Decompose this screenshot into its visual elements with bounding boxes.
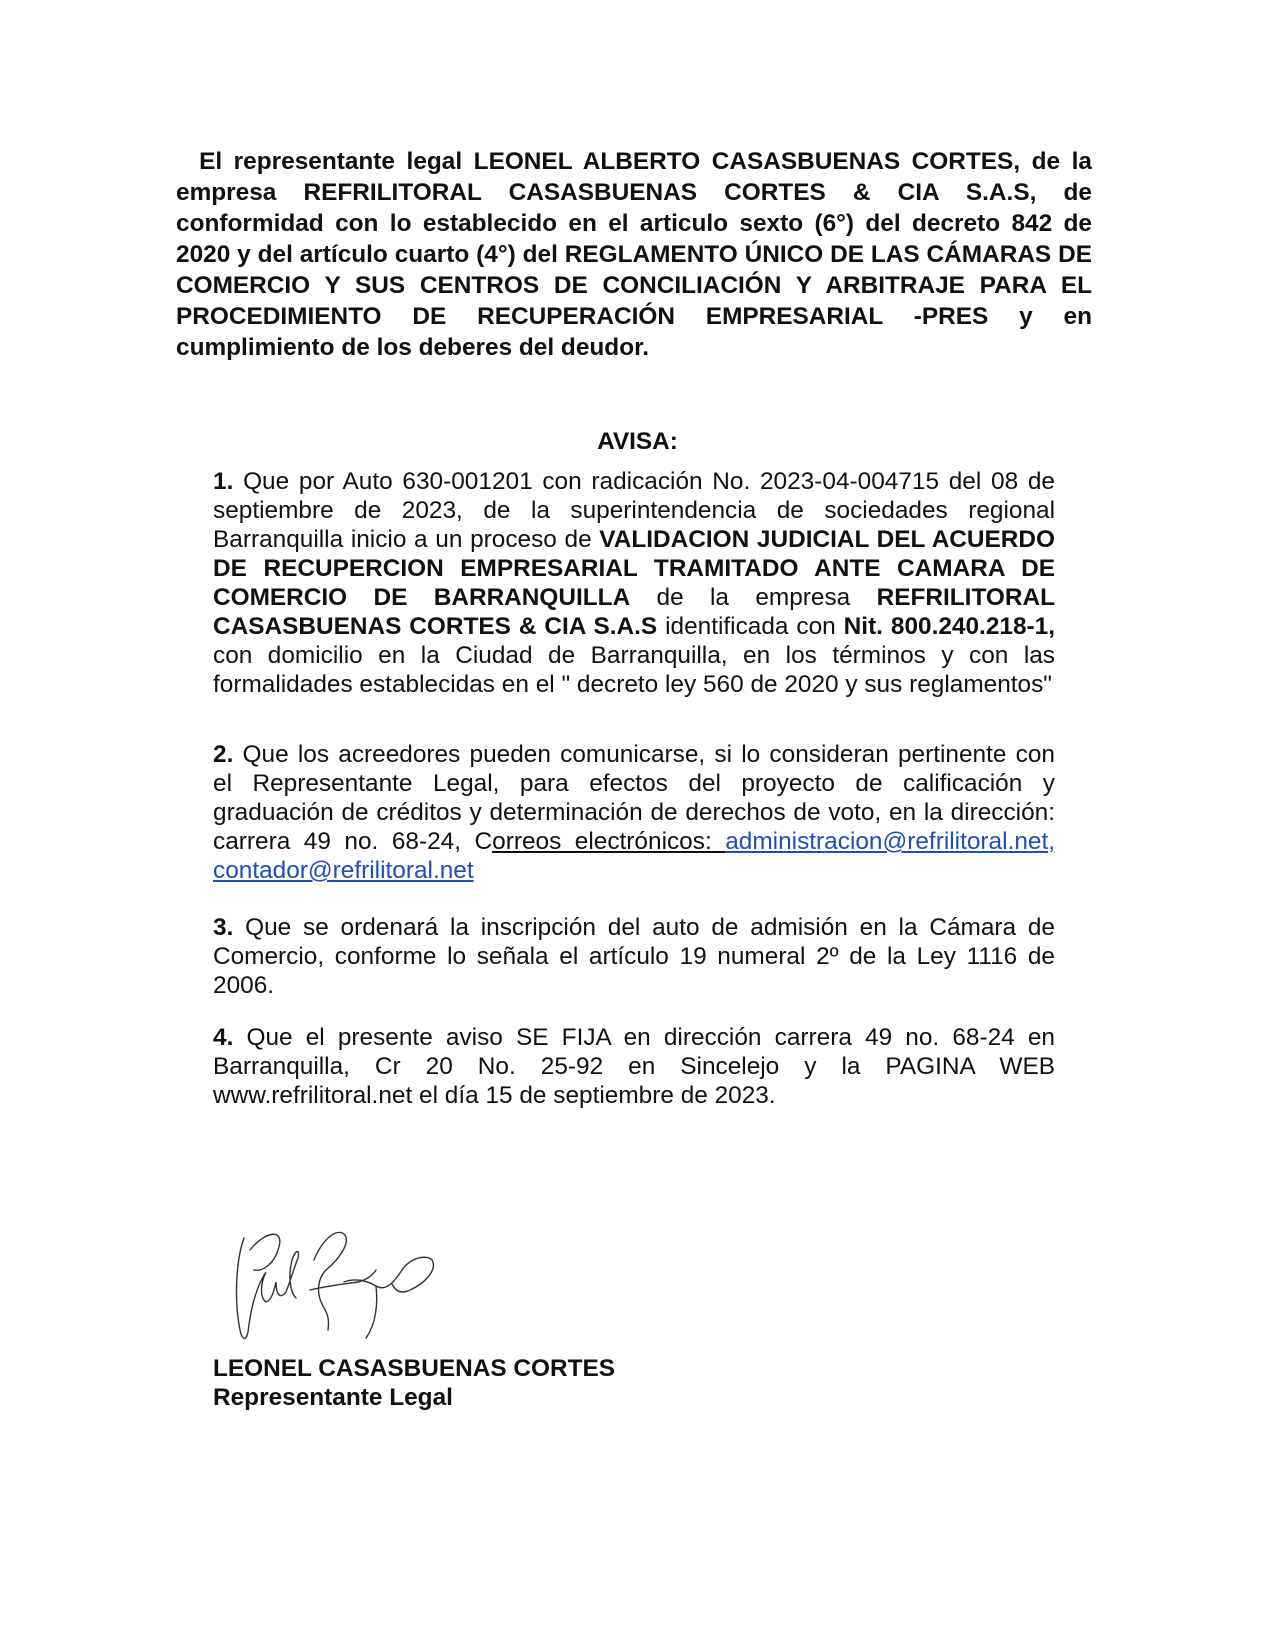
- intro-company: REFRILITORAL CASASBUENAS CORTES & CIA S.A.S: [303, 179, 1030, 206]
- item-number: 4.: [213, 1024, 234, 1051]
- intro-reglamento: REGLAMENTO ÚNICO DE LAS CÁMARAS DE COMERCIO Y SUS CENTROS DE CONCILIACIÓN Y ARBITRAJE PARA EL PROCEDIMIENTO DE RECUPERACIÓN EMPRESARIAL -PRES: [176, 241, 1092, 330]
- intro-tail: y en cumplimiento de los deberes del deudor.: [176, 303, 1092, 361]
- item-number: 3.: [213, 914, 234, 941]
- signer-role: Representante Legal: [213, 1384, 453, 1411]
- email-link-contador[interactable]: contador@refrilitoral.net: [213, 857, 474, 884]
- handwritten-signature: [226, 1220, 446, 1350]
- intro-mid2: , de conformidad con lo establecido en el articulo sexto (6°) del decreto 842 de 2020 y del artículo cuarto (4°) del: [176, 179, 1092, 268]
- item-text: Que los acreedores pueden comunicarse, si lo consideran pertinente con el Representante Legal, para efectos del proyecto de calificación y graduación de créditos y determinación de derechos de voto, en la dirección: carrera 49 no. 68-24, C: [213, 741, 1055, 855]
- item-number: 2.: [213, 741, 234, 768]
- intro-paragraph: [176, 146, 1092, 363]
- notice-item-3: [213, 913, 1055, 1000]
- item-text: Que se ordenará la inscripción del auto de admisión en la Cámara de Comercio, conforme lo señala el artículo 19 numeral 2º de la Ley 1116 de 2006.: [213, 914, 1055, 999]
- email-link-administracion[interactable]: administracion@refrilitoral.net,: [725, 828, 1055, 855]
- notice-item-4: [213, 1023, 1055, 1110]
- signer-name: LEONEL CASASBUENAS CORTES: [213, 1355, 616, 1382]
- notice-item-1: [213, 467, 1055, 699]
- emails-label: orreos electrónicos:: [492, 828, 726, 855]
- item-nit: Nit. 800.240.218-1,: [843, 613, 1055, 640]
- signature-block: [213, 1354, 615, 1412]
- notice-item-2: [213, 740, 1055, 885]
- notice-title: AVISA:: [597, 428, 678, 455]
- intro-lead: El representante legal: [199, 148, 474, 175]
- item-text: de la empresa: [630, 584, 877, 611]
- item-text: identificada con: [657, 613, 844, 640]
- item-text: con domicilio en la Ciudad de Barranquilla, en los términos y con las formalidades establecidas en el " decreto ley 560 de 2020 y sus reglamentos": [213, 642, 1055, 698]
- intro-rep-name: LEONEL ALBERTO CASASBUENAS CORTES: [473, 148, 1014, 175]
- item-text: Que el presente aviso SE FIJA en dirección carrera 49 no. 68-24 en Barranquilla, Cr 20 No. 25-92 en Sincelejo y la PAGINA WEB www.refrilitoral.net el día 15 de septiembre de 2023.: [213, 1024, 1055, 1109]
- item-text: Que por Auto 630-001201 con radicación No. 2023-04-004715 del 08 de septiembre de 2023, de la superintendencia de sociedades regional Barranquilla inicio a un proceso de: [213, 468, 1055, 553]
- item-company: REFRILITORAL CASASBUENAS CORTES & CIA S.A.S: [213, 584, 1055, 640]
- intro-mid1: , de la empresa: [176, 148, 1092, 206]
- item-number: 1.: [213, 468, 234, 495]
- item-bold-text: VALIDACION JUDICIAL DEL ACUERDO DE RECUPERCION EMPRESARIAL TRAMITADO ANTE CAMARA DE COMERCIO DE BARRANQUILLA: [213, 526, 1056, 611]
